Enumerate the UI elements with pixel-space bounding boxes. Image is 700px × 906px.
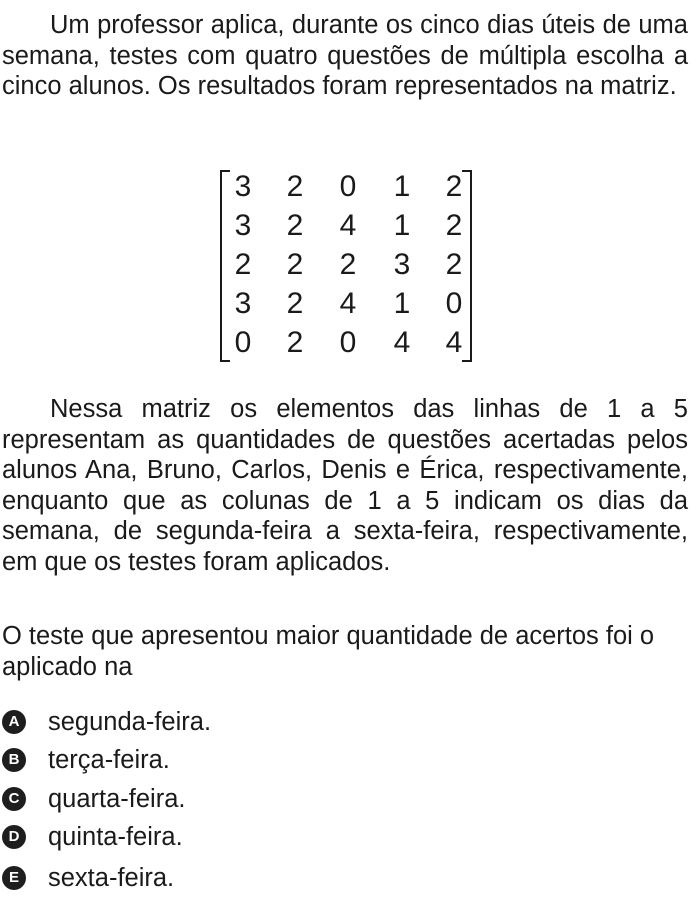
matrix-explanation: Nessa matriz os elementos das linhas de 1 a 5 representam as quantidades de questões acertadas pelos alunos Ana, Bruno, Carlos, Denis e Érica, respectivamente, enquanto que as colunas de 1 a 5 indicam os dias da semana, de segunda-feira a sexta-feira, respectivamente, em que os testes foram aplicados. — [2, 395, 688, 576]
matrix-row — [218, 285, 474, 323]
matrix-cell: 2 — [339, 248, 357, 281]
matrix-cell: 4 — [339, 209, 357, 242]
matrix-cell: 2 — [286, 209, 304, 242]
question-prompt: O teste que apresentou maior quantidade de acertos foi o aplicado na — [2, 622, 655, 681]
option-a[interactable] — [2, 707, 402, 737]
matrix-cell: 3 — [393, 248, 411, 281]
matrix-cell: 4 — [393, 326, 411, 359]
matrix-cell: 0 — [339, 170, 357, 203]
option-letter-badge: A — [2, 710, 26, 734]
matrix-row — [218, 168, 474, 206]
matrix-cell: 2 — [286, 248, 304, 281]
matrix-cell: 2 — [286, 170, 304, 203]
option-text: sexta-feira. — [48, 864, 175, 892]
matrix-cell: 3 — [234, 170, 252, 203]
matrix-cell: 4 — [445, 326, 463, 359]
matrix-cell: 2 — [445, 170, 463, 203]
matrix-cell: 3 — [234, 209, 252, 242]
matrix-cell: 3 — [234, 287, 252, 320]
option-text: terça-feira. — [48, 746, 170, 774]
matrix-cell: 2 — [234, 248, 252, 281]
matrix-cell: 0 — [339, 326, 357, 359]
option-d[interactable] — [2, 822, 402, 852]
option-b[interactable] — [2, 745, 402, 775]
matrix-cell: 0 — [234, 326, 252, 359]
matrix-cell: 2 — [445, 209, 463, 242]
option-letter-badge: E — [2, 866, 26, 890]
option-e[interactable] — [2, 863, 402, 893]
question-intro: Um professor aplica, durante os cinco dias úteis de uma semana, testes com quatro questões de múltipla escolha a cinco alunos. Os resultados foram representados na matriz. — [2, 11, 688, 101]
matrix-row — [218, 324, 474, 362]
option-text: segunda-feira. — [48, 708, 212, 736]
matrix-row — [218, 207, 474, 245]
matrix-cell: 1 — [393, 287, 411, 320]
option-text: quinta-feira. — [48, 823, 183, 851]
option-text: quarta-feira. — [48, 785, 186, 813]
matrix-cell: 2 — [445, 248, 463, 281]
matrix-cell: 2 — [286, 326, 304, 359]
matrix-row — [218, 246, 474, 284]
results-matrix — [218, 166, 474, 366]
matrix-cell: 4 — [339, 287, 357, 320]
option-letter-badge: B — [2, 748, 26, 772]
matrix-cell: 1 — [393, 209, 411, 242]
matrix-cell: 1 — [393, 170, 411, 203]
matrix-cell: 0 — [445, 287, 463, 320]
matrix-cell: 2 — [286, 287, 304, 320]
option-letter-badge: D — [2, 825, 26, 849]
option-letter-badge: C — [2, 787, 26, 811]
option-c[interactable] — [2, 784, 402, 814]
